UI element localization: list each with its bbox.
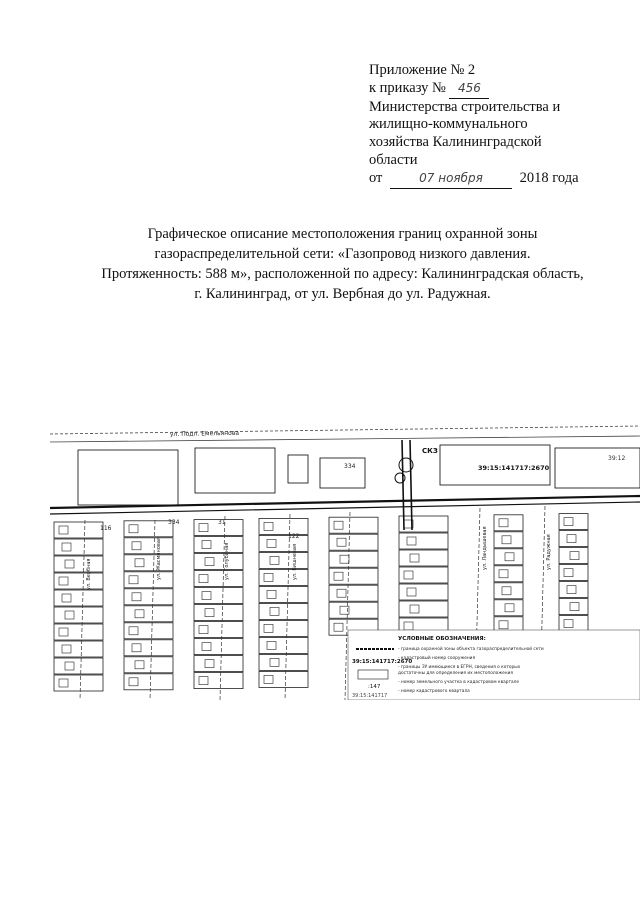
cadastral-map bbox=[50, 420, 640, 700]
title-line-2: газораспределительной сети: «Газопровод низкого давления. bbox=[154, 246, 531, 262]
legend-item-1: - граница охранной зоны объекта газораспределительной сети bbox=[398, 647, 544, 652]
legend-item-3: - границы ЗУ имеющиеся в ЕГРН, сведения о которых bbox=[398, 665, 521, 670]
street-label-verbnaya: ул. Вербная bbox=[86, 558, 92, 590]
street-label-vishnevaya: ул. Вишневая bbox=[292, 544, 298, 580]
cadastre-right-label: 39:15:141717:2670 bbox=[478, 464, 550, 472]
parcel-number-3: 31 bbox=[218, 519, 226, 526]
sk-label: СКЗ bbox=[422, 447, 438, 455]
legend-sample-cadastre: 39:15:141717:2670 bbox=[352, 659, 413, 665]
appendix-date-line bbox=[369, 170, 619, 189]
legend-heading: УСЛОВНЫЕ ОБОЗНАЧЕНИЯ: bbox=[398, 636, 486, 642]
street-label-raduzhnaya: ул. Радужная bbox=[546, 534, 552, 570]
appendix-line-4: жилищно-коммунального bbox=[369, 116, 528, 133]
street-label-golubinaya: ул. Голубиная bbox=[224, 542, 230, 580]
parcel-number-2: 334 bbox=[344, 463, 356, 470]
title-line-3: Протяженность: 588 м», расположенной по адресу: Калининградская область, bbox=[101, 266, 584, 282]
date-prefix: от bbox=[369, 169, 383, 186]
street-label-jasminovaya: ул. Жасминовая bbox=[156, 537, 162, 580]
legend-item-2: - кадастровый номер сооружения bbox=[398, 656, 476, 661]
appendix-line-1: Приложение № 2 bbox=[369, 62, 476, 78]
legend-item-6: - номер кадастрового квартала bbox=[398, 689, 470, 694]
date-suffix: 2018 года bbox=[519, 169, 579, 186]
corner-label: 39:12 bbox=[608, 455, 626, 462]
order-prefix: к приказу № bbox=[369, 79, 446, 96]
map-legend bbox=[348, 630, 640, 700]
legend-item-4: достаточны для определения их местоположения bbox=[398, 671, 513, 676]
street-top-label: ул. Подп. Емельянова bbox=[169, 429, 240, 438]
appendix-line-5: хозяйства Калининградской bbox=[369, 134, 542, 151]
order-number: 456 bbox=[449, 80, 489, 99]
legend-item-5: - номер земельного участка в кадастровом квартале bbox=[398, 680, 520, 685]
appendix-line-6: области bbox=[369, 151, 418, 168]
legend-sample-quarter: 39:15:141717 bbox=[352, 693, 388, 699]
parcel-number-1: 116 bbox=[100, 525, 112, 532]
legend-sample-parcel: :147 bbox=[368, 684, 381, 690]
date-handwritten: 07 ноября bbox=[390, 170, 512, 189]
map-drawing bbox=[50, 420, 640, 700]
appendix-line-3: Министерства строительства и bbox=[369, 98, 561, 115]
parcel-number-4: 122 bbox=[288, 533, 300, 540]
parcel-number-5: 334 bbox=[168, 519, 180, 526]
appendix-line-2 bbox=[369, 80, 619, 99]
title-line-4: г. Калининград, от ул. Вербная до ул. Радужная. bbox=[194, 286, 491, 302]
appendix-block bbox=[369, 62, 619, 189]
document-title bbox=[70, 224, 615, 304]
title-line-1: Графическое описание местоположения границ охранной зоны bbox=[147, 226, 538, 242]
street-label-landyshevaya: ул. Ландышевая bbox=[482, 526, 488, 570]
